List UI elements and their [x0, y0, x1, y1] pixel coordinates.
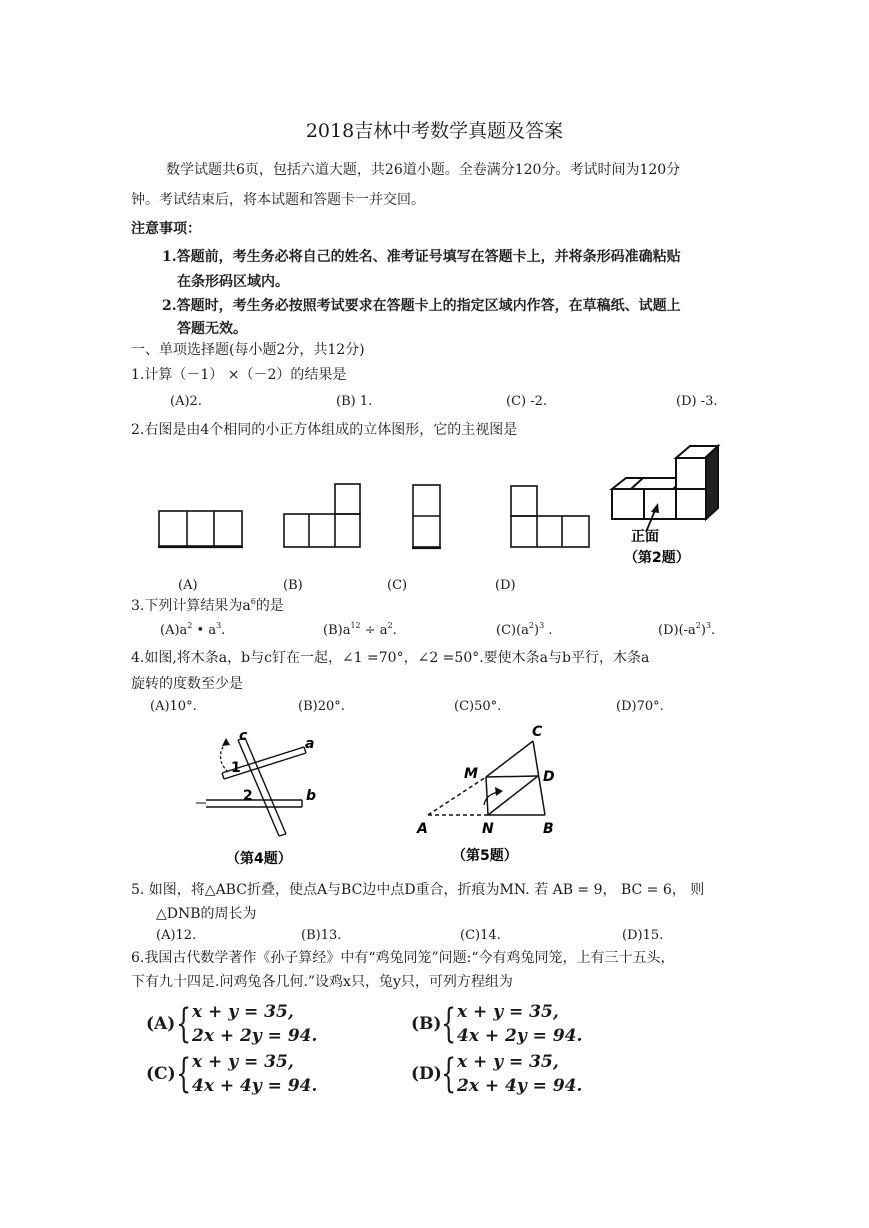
q2-option-d: (D) — [495, 578, 516, 593]
q4-label-a: a — [305, 736, 315, 752]
notice-1-line-1: 1.答题前，考生务必将自己的姓名、准考证号填写在答题卡上，并将条形码准确粘贴 — [162, 249, 681, 265]
q1-stem: 1.计算（－1） ×（－2）的结果是 — [131, 367, 347, 383]
q6-option-b: (B) { x + y = 35, 4x + 2y = 94. — [411, 1001, 583, 1047]
q5-label-m: M — [464, 766, 478, 782]
q5-segment-cm — [486, 741, 533, 777]
q5-fig-caption: （第5题） — [452, 848, 518, 864]
q4-option-c: (C)50°. — [454, 699, 502, 714]
q3-option-a: $(A)a^2$ • $a^3$. — [160, 621, 226, 638]
q6-stem-line-1: 6.我国古代数学著作《孙子算经》中有“鸡兔同笼”问题:“今有鸡兔同笼，上有三十五头， — [131, 950, 675, 966]
q4-stem-line-2: 旋转的度数至少是 — [131, 676, 243, 692]
section-1-heading: 一、单项选择题(每小题2分，共12分) — [131, 342, 365, 358]
q2-option-b: (B) — [283, 578, 303, 593]
q1-option-b: (B) 1. — [336, 394, 373, 409]
notice-heading: 注意事项： — [131, 221, 201, 237]
intro-line-2: 钟。考试结束后，将本试题和答题卡一并交回。 — [131, 192, 425, 208]
q5-stem-line-2: △DNB的周长为 — [156, 906, 257, 922]
q5-label-b: B — [543, 821, 554, 837]
q4-label-b: b — [306, 788, 317, 804]
notice-1-line-2: 在条形码区域内。 — [177, 274, 289, 290]
q5-option-d: (D)15. — [622, 928, 664, 943]
q4-fig-caption: （第4题） — [226, 851, 292, 867]
q6-stem-line-2: 下有九十四足.问鸡兔各几何.”设鸡x只，兔y只，可列方程组为 — [131, 974, 513, 990]
q2-fig-caption: （第2题） — [624, 550, 690, 566]
q5-option-a: (A)12. — [156, 928, 197, 943]
q4-stem-line-1: 4.如图,将木条a，b与c钉在一起，∠1 =70°，∠2 =50°.要使木条a与b平行，木条a — [131, 650, 650, 666]
q5-segment-am — [428, 777, 486, 815]
q6-option-c: (C) { x + y = 35, 4x + 4y = 94. — [146, 1051, 318, 1097]
page-title: 2018吉林中考数学真题及答案 — [305, 120, 564, 142]
q3-option-c: $(C)(a^2)^3$ . — [496, 621, 553, 638]
q5-label-d: D — [543, 769, 555, 785]
q3-option-d: $(D)(-a^2)^3$. — [658, 621, 716, 638]
q3-option-b: $(B)a^{12} \div a^2$. — [323, 621, 397, 638]
q3-stem: 3.下列计算结果为$a^6$的是 — [131, 597, 284, 614]
q5-label-n: N — [482, 821, 494, 837]
q1-option-a: (A)2. — [170, 394, 202, 409]
q5-option-b: (B)13. — [301, 928, 342, 943]
q4-label-c: c — [239, 728, 248, 744]
q1-option-d: (D) -3. — [676, 394, 718, 409]
q4-label-angle-1: 1 — [231, 760, 241, 776]
intro-line-1: 数学试题共6页，包括六道大题，共26道小题。全卷满分120分。考试时间为120分 — [166, 162, 681, 178]
q2-fig-front-label: 正面 — [631, 529, 659, 545]
q4-option-b: (B)20°. — [298, 699, 345, 714]
q5-segment-md — [486, 776, 538, 777]
q6-option-d: (D) { x + y = 35, 2x + 4y = 94. — [411, 1051, 583, 1097]
q4-label-angle-2: 2 — [243, 788, 253, 804]
q2-stem: 2.右图是由4个相同的小正方体组成的立体图形，它的主视图是 — [131, 422, 518, 438]
q4-option-d: (D)70°. — [616, 699, 664, 714]
q5-stem-line-1: 5. 如图，将△ABC折叠，使点A与BC边中点D重合，折痕为MN. 若 AB = 9， BC = 6， 则 — [131, 882, 705, 898]
q5-segment-mn — [486, 777, 488, 815]
q5-label-a: A — [417, 821, 428, 837]
q6-option-a: (A) { x + y = 35, 2x + 2y = 94. — [146, 1001, 318, 1047]
q4-option-a: (A)10°. — [150, 699, 197, 714]
q1-option-c: (C) -2. — [506, 394, 548, 409]
q5-option-c: (C)14. — [460, 928, 501, 943]
notice-2-line-1: 2.答题时，考生务必按照考试要求在答题卡上的指定区域内作答，在草稿纸、试题上 — [162, 298, 681, 314]
q2-option-a: (A) — [178, 578, 198, 593]
q5-label-c: C — [532, 724, 543, 740]
q5-segment-nd — [488, 776, 538, 815]
q2-option-c: (C) — [387, 578, 408, 593]
notice-2-line-2: 答题无效。 — [177, 321, 247, 337]
